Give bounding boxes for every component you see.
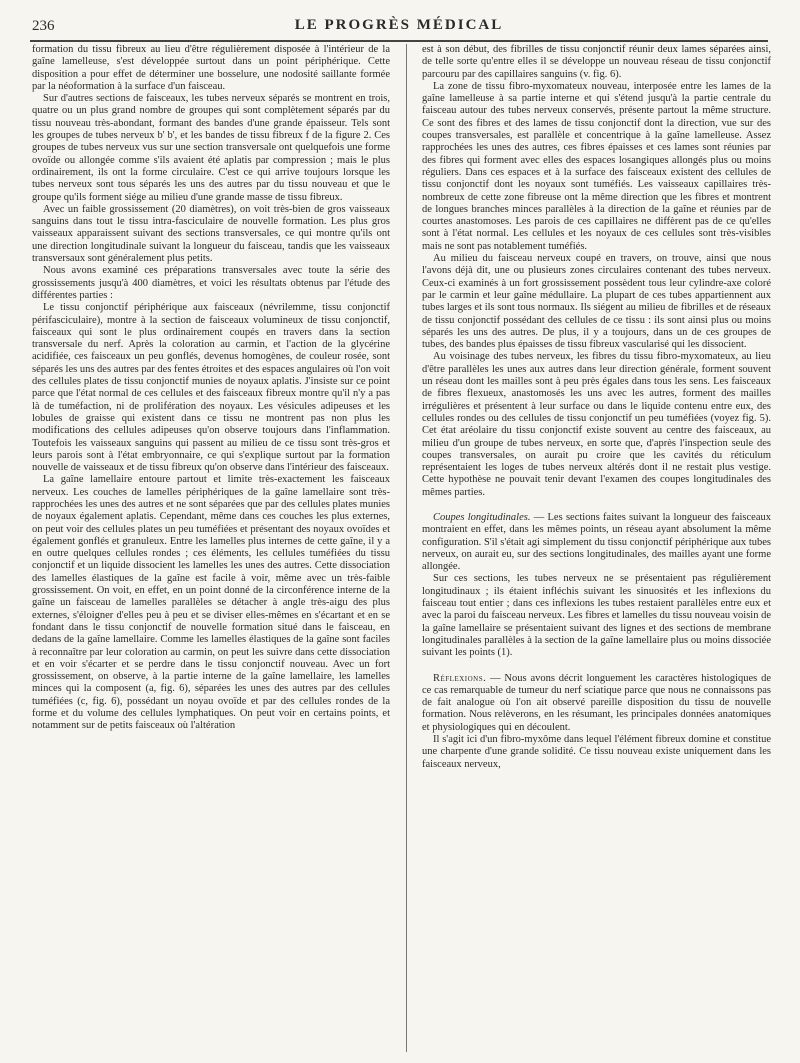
paragraph: Il s'agit ici d'un fibro-myxôme dans lequel l'élément fibreux domine et constitue une charpente d'une grande solidité. Ce tissu nouveau existe uniquement dans les faisceaux nerveux,	[422, 734, 771, 770]
column-divider	[406, 44, 407, 1052]
reflexions-paragraph	[422, 673, 771, 734]
paragraph: est à son début, des fibrilles de tissu conjonctif réunir deux lames séparées ainsi, de telle sorte qu'entre elles il se développe un nouveau réseau de tissu conjonctif parcouru par des capillaires sanguins (v. fig. 6).	[422, 44, 771, 80]
paragraph: Le tissu conjonctif périphérique aux faisceaux (névrilemme, tissu conjonctif périfasciculaire), montre à la section de faisceaux volumineux de tissu conjonctif, faisceaux qui sont le plus ordinairement coupés en travers dans la section transversale du nerf. Après la coloration au carmin, et l'action de la glycérine acidifiée, ces faisceaux un peu gonflés, devenus homogènes, de couleur rosée, sont séparés les uns des autres par des fentes étroites et des espaces angulaires où l'on voit des cellules plates de tissu conjonctif munies de noyaux aplatis. J'insiste sur ce point parce que l'état normal de ces cellules et des faisceaux fibreux montre qu'il n'y a pas là de tuméfaction, ni de prolifération des noyaux. Les vésicules adipeuses et les lobules de graisse qui existent dans ce tissu ne montrent pas non plus les modifications des cellules adipeuses qu'on observe toujours dans l'inflammation. Toutefois les vaisseaux sanguins qui passent au milieu de ce tissu sont très-gros et leurs parois sont à l'état embryonnaire, ce qui s'explique surtout par la formation nouvelle de vaisseaux et de tissu fibreux qu'on observe dans l'intérieur des faisceaux.	[32, 302, 390, 474]
paragraph: formation du tissu fibreux au lieu d'être régulièrement disposée à l'intérieur de la gaîne lamelleuse, s'est développée surtout dans un point périphérique. Cette disposition a pour effet de déterminer une bosselure, une nodosité saillante formée par la néoformation à la surface d'un faisceau.	[32, 44, 390, 92]
paragraph: Au milieu du faisceau nerveux coupé en travers, on trouve, ainsi que nous l'avons déjà dit, une ou plusieurs zones circulaires contenant des tubes nerveux. Ceux-ci examinés à un fort grossissement possèdent tous leur cylindre-axe coloré par le carmin et leur gaîne médullaire. La plupart de ces tubes appartiennent aux tubes larges et ils sont tous normaux. Ils siégent au milieu de fibrilles et de réseaux de tissu conjonctif possédant des cellules de ce tissu : ils sont ainsi plus ou moins séparés les uns des autres. De plus, il y a toujours, dans un de ces groupes de tubes, des bandes plus épaisses de tissu fibreux vascularisé qui les dissocient.	[422, 253, 771, 351]
reflexions-label: Réflexions.	[433, 672, 487, 684]
right-column	[422, 44, 771, 771]
paragraph: Sur d'autres sections de faisceaux, les tubes nerveux séparés se montrent en trois, quatre ou un plus grand nombre de groupes qui sont complètement séparés par du tissu nouveau très-abondant, formant des bandes d'une grande épaisseur. Tels sont les groupes de tubes nerveux b' b', et les bandes de tissu fibreux f de la figure 2. Ces groupes de tubes nerveux vus sur une section transversale ont quelquefois une forme ovoïde ou allongée comme s'ils avaient été aplatis par compression ; mais le plus ordinairement, ils ont la forme circulaire. C'est ce qui arrive toujours lorsque les tubes nerveux sont tous séparés les uns des autres par du tissu nouveau et que le groupe qu'ils forment siége au milieu d'une grande masse de tissu fibreux.	[32, 93, 390, 203]
running-title: LE PROGRÈS MÉDICAL	[294, 17, 504, 33]
paragraph: Au voisinage des tubes nerveux, les fibres du tissu fibro-myxomateux, au lieu d'être parallèles les unes aux autres dans leur direction générale, forment souvent un réseau dont les mailles sont à peu près égales dans tous les sens. Les faisceaux de fibres flexueux, anastomosés les uns avec les autres, forment des mailles irrégulières et présentent à leur surface ou dans le liquide contenu entre eux, des cellules rondes ou des cellules de tissu conjonctif un peu tuméfiées (voyez fig. 5). Cet état aréolaire du tissu conjonctif existe souvent au centre des faisceaux, au milieu d'un groupe de tubes nerveux, en sorte que, d'après l'inspection seule des coupes transversales, on aurait pu croire que les cavités du réticulum représentaient les loges de tubes nerveux altérés dont il ne restait plus vestige. Cette hypothèse ne pouvait tenir devant l'examen des coupes longitudinales des mêmes parties.	[422, 351, 771, 498]
page-header	[30, 14, 768, 42]
paragraph: Nous avons examiné ces préparations transversales avec toute la série des grossissements jusqu'à 400 diamètres, et voici les résultats obtenus par l'étude des différentes parties :	[32, 265, 390, 301]
paragraph: Avec un faible grossissement (20 diamètres), on voit très-bien de gros vaisseaux sanguins dans tout le tissu intra-fasciculaire de nouvelle formation. Les plus gros vaisseaux apparaissent suivant des sections transversales, ce qui montre qu'ils ont une direction longitudinale suivant la longueur du faisceau, tandis que les vaisseaux transversaux sont généralement plus petits.	[32, 203, 390, 265]
section-paragraph	[422, 512, 771, 573]
paragraph: La gaîne lamellaire entoure partout et limite très-exactement les faisceaux nerveux. Les couches de lamelles périphériques de la gaîne lamellaire sont très-rapprochées les unes des autres et ne sont séparées que par des cellules plates munies de noyaux également aplatis. Cependant, même dans ces couches les plus externes, on peut voir des cellules plates un peu tuméfiées et présentant des noyaux ovoïdes et également gonflés et granuleux. Entre les lamelles plus internes de cette gaîne, il y a en outre quelques cellules rondes ; ces éléments, les cellules tuméfiées du tissu conjonctif et un liquide dissocient les lamelles les unes des autres. Cette dissociation des lamelles élastiques de la gaîne est facile à voir, même avec un très-faible grossissement. On voit, en effet, en un point donné de la circonférence interne de la gaîne un faisceau de lamelles parallèles se détacher à angle très-aigu des plus externes, s'éloigner d'elles peu à peu et se diviser elles-mêmes en s'écartant et en se fondant dans le tissu conjonctif de nouvelle formation situé dans le faisceau, en dedans de la gaîne lamellaire. Comme les lamelles élastiques de la gaîne sont faciles à reconnaître par leur coloration au carmin, on peut les suivre dans cette dissociation et en voir s'écarter et se perdre dans le tissu conjonctif nouveau. Avec un fort grossissement, on observe, à la partie interne de la gaîne lamellaire, les lamelles minces qui la composent (a, fig. 6), séparées les unes des autres par des cellules tuméfiées (c, fig. 6), possédant un noyau ovoïde et par des cellules rondes de la forme et du volume des cellules lymphatiques. On peut voir en certains points, et notamment sur de petits faisceaux où l'altération	[32, 474, 390, 732]
section-subtitle: Coupes longitudinales.	[433, 511, 531, 523]
reflexions-text: — Nous avons décrit longuement les caractères histologiques de ce cas remarquable de tumeur du nerf sciatique parce que nous ne connaissons pas de fait analogue où l'on ait observé pareille disposition du tissu de nouvelle formation. Nous relèverons, en les résumant, les principales données anatomiques et physiologiques qui en découlent.	[422, 672, 771, 733]
section-text: — Les sections faites suivant la longueur des faisceaux montraient en effet, dans les mêmes points, un réseau ayant absolument la même configuration. S'il s'était agi simplement du tissu conjonctif périphérique aux tubes nerveux, on aurait eu, sur des sections longitudinales, des mailles ayant une forme allongée.	[422, 511, 771, 573]
paragraph: La zone de tissu fibro-myxomateux nouveau, interposée entre les lames de la gaîne lamelleuse à sa partie interne et qui s'étend jusqu'à la partie centrale du faisceau autour des tubes nerveux conservés, présente partout la même structure. Ce sont des fibres et des lames de tissu conjonctif dont la direction, vue sur des coupes transversales, est parallèle et concentrique à la gaîne lamelleuse. Assez rapprochées les unes des autres, ces fibres épaisses et ces lames sont réunies par des fibres qui forment avec elles des espaces losangiques allongés plus ou moins réguliers. Dans ces espaces et à la surface des faisceaux existent des cellules de tissu conjonctif dont les noyaux sont tuméfiés. Les vaisseaux capillaires très-nombreux de cette zone fibreuse ont la même direction que les fibres et montrent de longues branches minces parallèles à la direction de la gaîne et réunies par de courtes anastomoses. Les parois de ces capillaires ne diffèrent pas de ce qu'elles sont à l'état normal. Les cellules et les noyaux de ces cellules sont très-visibles mais ne sont pas notablement tuméfiés.	[422, 80, 771, 252]
page-number: 236	[32, 18, 55, 34]
paragraph: Sur ces sections, les tubes nerveux ne se présentaient pas régulièrement longitudinaux ; ils étaient infléchis suivant les sinuosités et les inflexions du faisceau tout entier ; dans ces inflexions les tubes restaient parallèles entre eux et avec la paroi du faisceau nerveux. Les fibres et lamelles du tissu nouveau voisin de la gaîne lamellaire se présentaient suivant des lignes et des sections de membrane longitudinales parallèles à la section de la gaîne lamellaire plus ou moins dissociée suivant les points (1).	[422, 573, 772, 659]
left-column	[32, 44, 390, 733]
